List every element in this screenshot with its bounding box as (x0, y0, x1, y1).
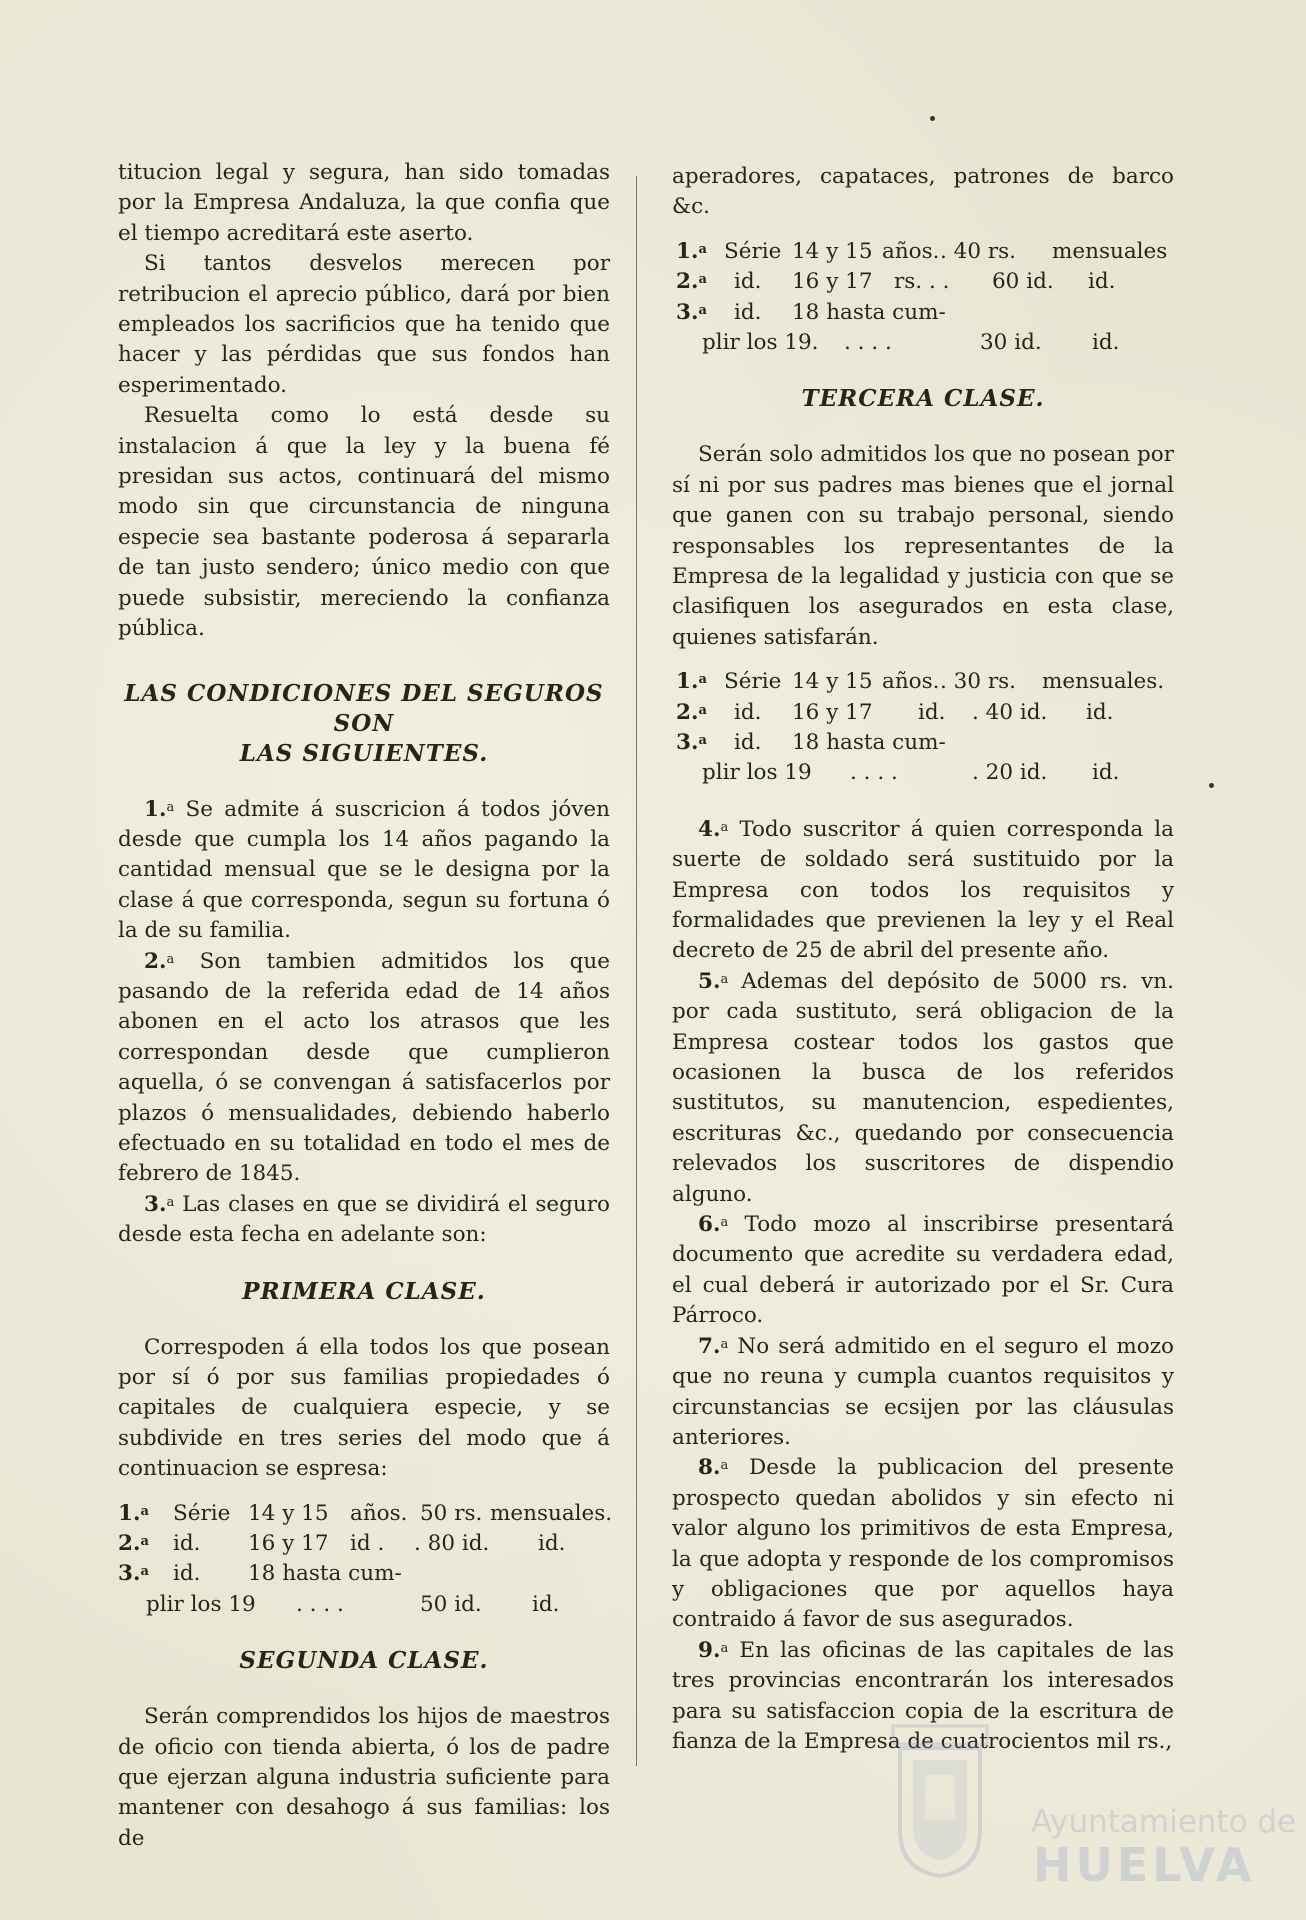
table-row: 1.$^a$ Série 14 y 15 años. . 40 rs. mensuales (676, 238, 1168, 264)
table-row: 2.$^a$ id. 16 y 17 id. . 40 id. id. (676, 699, 1114, 725)
section-heading: LAS CONDICIONES DEL SEGUROS SON LAS SIGUIENTES. (124, 679, 604, 767)
table-row: 2.$^a$ id. 16 y 17 rs. . . 60 id. id. (676, 269, 1116, 295)
table-row: 1.$^a$ Série 14 y 15 años. 50 rs. mensuales. (118, 1500, 613, 1526)
clause-2: 2.$^a$ Son tambien admitidos los que pasando de la referida edad de 14 años abonen en el acto los atrasos que les correspondan desde que cumplieron aquella, ó se convengan á satisfacerlos por plazos ó mensualidades, debiendo haberlo efectuado en su totalidad en todo el mes de febrero de 1845. (118, 948, 610, 1187)
table-row: plir los 19. . . . . 30 id. id. (702, 329, 1120, 355)
table-row: 3.$^a$ id. 18 hasta cum- (118, 1561, 402, 1587)
table-row: 3.$^a$ id. 18 hasta cum- (676, 730, 946, 755)
clause-8: 8.$^a$ Desde la publicacion del presente prospecto quedan abolidos y sin efecto ni valor alguno los primitivos de esta Empresa, la que adopta y responde de los compromisos y obligaciones que por aquellos haya contraido á favor de sus asegurados. (672, 1455, 1174, 1633)
segunda-clase-table (672, 237, 1174, 359)
clause-3: 3.$^a$ Las clases en que se dividirá el seguro desde esta fecha en adelante son: (118, 1191, 610, 1248)
primera-clase-title: PRIMERA CLASE. (242, 1277, 486, 1305)
segunda-clase-title: SEGUNDA CLASE. (239, 1647, 489, 1675)
ink-speck (1209, 783, 1214, 788)
paragraph: Resuelta como lo está desde su instalacion á que la ley y la buena fé presidan sus actos, continuará del mismo modo sin que circunstancia de ninguna especie sea bastante poderosa á separarla de tan justo sendero; único medio con que puede subsistir, mereciendo la confianza pública. (118, 403, 610, 642)
tercera-clase-title: TERCERA CLASE. (801, 385, 1045, 413)
ayuntamiento-watermark (885, 1720, 1297, 1892)
table-row: plir los 19 . . . . 50 id. id. (146, 1591, 560, 1617)
table-row: 1.$^a$ Série 14 y 15 años. . 30 rs. mensuales. (676, 669, 1165, 695)
clause-4: 4.$^a$ Todo suscritor á quien corresponda la suerte de soldado será sustituido por la Empresa con todos los requisitos y formalidades que previenen la ley y el Real decreto de 25 de abril del presente año. (672, 816, 1175, 964)
paragraph: Correspoden á ella todos los que posean por sí ó por sus familias propiedades ó capitales de cualquiera especie, y se subdivide en tres series del modo que á continuacion se espresa: (118, 1334, 610, 1482)
coat-of-arms-icon (885, 1720, 995, 1880)
paragraph: Serán solo admitidos los que no posean por sí ni por sus padres mas bienes que el jornal que ganen con su trabajo personal, siendo responsables los representantes de la Empresa de la legalidad y justicia con que se clasifiquen los asegurados en esta clase, quienes satisfarán. (672, 442, 1174, 650)
clause-5: 5.$^a$ Ademas del depósito de 5000 rs. vn. por cada sustituto, será obligacion de la Empresa costear todos los gastos que ocasionen la busca de los referidos sustitutos, su manutencion, espedientes, escrituras &c., quedando por consecuencia relevados los suscritores de dispendio alguno. (672, 968, 1174, 1207)
left-column (118, 158, 613, 1854)
tercera-clase-table (672, 667, 1174, 789)
table-row: 2.$^a$ id. 16 y 17 id . . 80 id. id. (118, 1531, 566, 1557)
paragraph: Si tantos desvelos merecen por retribucion el aprecio público, dará por bien empleados los sacrificios que ha tenido que hacer y las pérdidas que sus fondos han esperimentado. (118, 251, 610, 398)
clause-7: 7.$^a$ No será admitido en el seguro el mozo que no reuna y cumpla cuantos requisitos y circunstancias se ecsijen por las cláusulas anteriores. (672, 1333, 1174, 1450)
table-row: 3.$^a$ id. 18 hasta cum- (676, 299, 946, 325)
ink-speck (930, 116, 935, 121)
column-divider (636, 176, 637, 1766)
clause-9: 9.$^a$ En las oficinas de las capitales de las tres provincias encontrarán los interesados para su satisfaccion copia de la escritura de fianza de la Empresa de cuatrocientos mil rs., (672, 1637, 1174, 1754)
clause-1: 1.$^a$ Se admite á suscricion á todos jóven desde que cumpla los 14 años pagando la cantidad mensual que se le designa por la clase á que corresponda, segun su fortuna ó la de su familia. (118, 796, 610, 944)
table-row: plir los 19 . . . . . 20 id. id. (702, 760, 1120, 786)
paragraph: titucion legal y segura, han sido tomadas por la Empresa Andaluza, la que confia que el tiempo acreditará este aserto. (118, 160, 610, 246)
right-column (672, 162, 1174, 1757)
clause-6: 6.$^a$ Todo mozo al inscribirse presentará documento que acredite su verdadera edad, el cual deberá ir autorizado por el Sr. Cura Párroco. (672, 1212, 1174, 1329)
watermark-line2: HUELVA (1033, 1838, 1256, 1892)
paragraph: aperadores, capataces, patrones de barco &c. (672, 164, 1174, 220)
paragraph: Serán comprendidos los hijos de maestros de oficio con tienda abierta, ó los de padre que ejerzan alguna industria suficiente para mantener con desahogo á sus familias: los de (118, 1704, 610, 1851)
primera-clase-table (118, 1499, 613, 1621)
watermark-line1: Ayuntamiento de (1031, 1804, 1297, 1840)
